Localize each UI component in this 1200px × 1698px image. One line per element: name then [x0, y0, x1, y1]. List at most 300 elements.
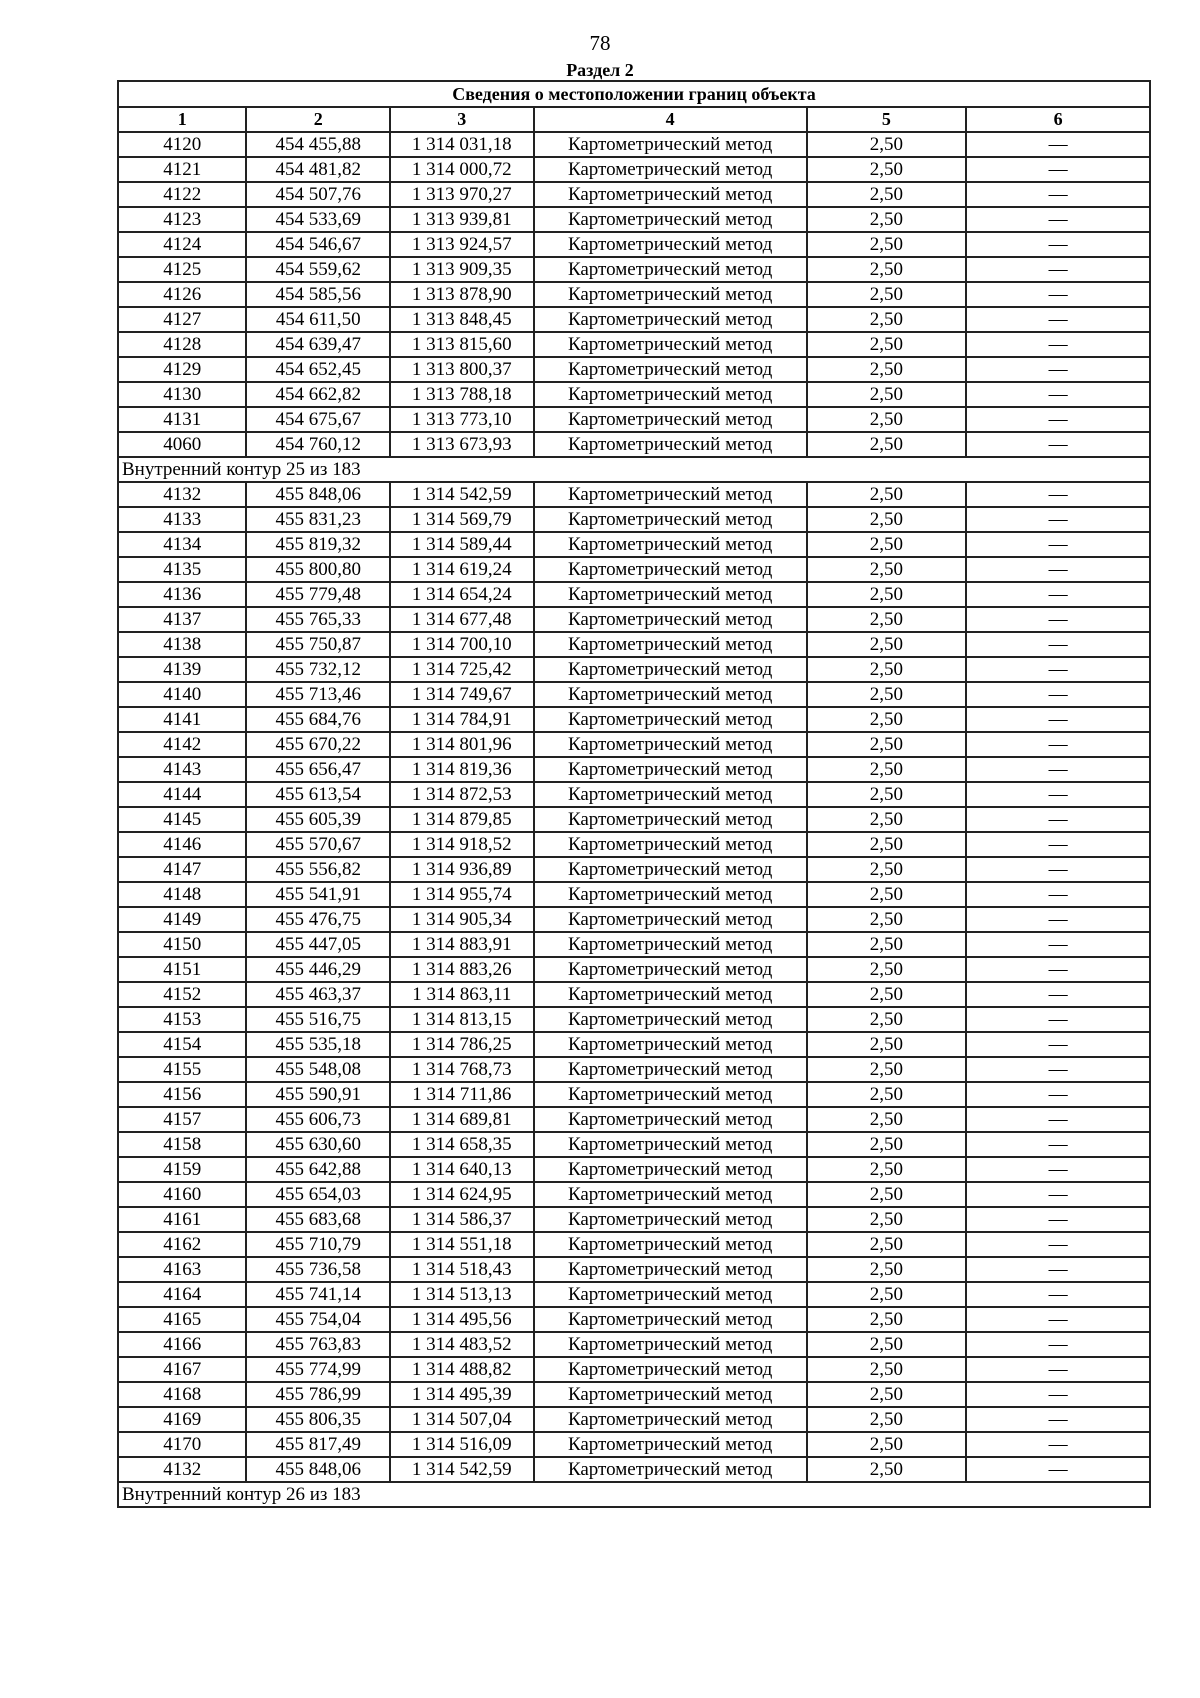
- table-cell: 455 763,83: [246, 1332, 390, 1357]
- table-cell: 454 507,76: [246, 182, 390, 207]
- table-row: [118, 1382, 1150, 1407]
- table-cell: 2,50: [807, 707, 967, 732]
- table-cell: 4164: [118, 1282, 246, 1307]
- table-cell: 2,50: [807, 607, 967, 632]
- table-row: [118, 807, 1150, 832]
- table-cell: 455 556,82: [246, 857, 390, 882]
- column-header: 1: [118, 107, 246, 132]
- table-cell: 4147: [118, 857, 246, 882]
- table-cell: 1 314 819,36: [390, 757, 534, 782]
- table-cell: 4141: [118, 707, 246, 732]
- table-cell: 1 314 689,81: [390, 1107, 534, 1132]
- table-cell: Картометрический метод: [534, 1057, 807, 1082]
- column-header: 3: [390, 107, 534, 132]
- table-cell: 4126: [118, 282, 246, 307]
- table-cell: 2,50: [807, 1007, 967, 1032]
- table-cell: 455 642,88: [246, 1157, 390, 1182]
- table-cell: 1 314 936,89: [390, 857, 534, 882]
- table-cell: Картометрический метод: [534, 407, 807, 432]
- table-cell: 1 314 658,35: [390, 1132, 534, 1157]
- table-row: [118, 582, 1150, 607]
- table-cell: 2,50: [807, 507, 967, 532]
- table-cell: Картометрический метод: [534, 1232, 807, 1257]
- table-cell: 4166: [118, 1332, 246, 1357]
- table-cell: 454 611,50: [246, 307, 390, 332]
- table-cell: Картометрический метод: [534, 1257, 807, 1282]
- column-header: 6: [966, 107, 1150, 132]
- table-cell: Картометрический метод: [534, 1182, 807, 1207]
- table-cell: 455 548,08: [246, 1057, 390, 1082]
- table-cell: 4153: [118, 1007, 246, 1032]
- table-cell: —: [966, 932, 1150, 957]
- table-cell: 1 314 619,24: [390, 557, 534, 582]
- table-row: [118, 707, 1150, 732]
- table-cell: 4170: [118, 1432, 246, 1457]
- table-cell: Картометрический метод: [534, 607, 807, 632]
- table-cell: Картометрический метод: [534, 1282, 807, 1307]
- table-cell: 2,50: [807, 1382, 967, 1407]
- table-cell: Картометрический метод: [534, 782, 807, 807]
- table-cell: Картометрический метод: [534, 357, 807, 382]
- table-cell: Картометрический метод: [534, 1307, 807, 1332]
- table-row: [118, 632, 1150, 657]
- table-cell: 1 314 518,43: [390, 1257, 534, 1282]
- table-cell: 454 760,12: [246, 432, 390, 457]
- table-row: [118, 182, 1150, 207]
- table-cell: 1 314 031,18: [390, 132, 534, 157]
- table-cell: 454 662,82: [246, 382, 390, 407]
- table-cell: —: [966, 1132, 1150, 1157]
- table-cell: 1 313 673,93: [390, 432, 534, 457]
- table-cell: Картометрический метод: [534, 657, 807, 682]
- table-cell: 2,50: [807, 357, 967, 382]
- column-header-row: [118, 107, 1150, 132]
- table-cell: 4139: [118, 657, 246, 682]
- table-cell: 1 314 749,67: [390, 682, 534, 707]
- table-cell: 1 314 677,48: [390, 607, 534, 632]
- table-cell: —: [966, 982, 1150, 1007]
- table-cell: 1 314 784,91: [390, 707, 534, 732]
- table-cell: 1 314 801,96: [390, 732, 534, 757]
- table-cell: 2,50: [807, 1107, 967, 1132]
- table-body: [118, 132, 1150, 1507]
- table-cell: 4152: [118, 982, 246, 1007]
- table-cell: 455 654,03: [246, 1182, 390, 1207]
- table-cell: Картометрический метод: [534, 182, 807, 207]
- table-cell: 4132: [118, 1457, 246, 1482]
- table-cell: 1 314 495,39: [390, 1382, 534, 1407]
- table-row: [118, 1132, 1150, 1157]
- table-cell: —: [966, 857, 1150, 882]
- table-cell: 2,50: [807, 1282, 967, 1307]
- table-cell: 455 476,75: [246, 907, 390, 932]
- table-cell: 1 314 654,24: [390, 582, 534, 607]
- table-row: [118, 482, 1150, 507]
- table-cell: 455 684,76: [246, 707, 390, 732]
- table-cell: 455 732,12: [246, 657, 390, 682]
- table-cell: 1 314 000,72: [390, 157, 534, 182]
- table-cell: —: [966, 957, 1150, 982]
- table-row: [118, 882, 1150, 907]
- table-row: [118, 1107, 1150, 1132]
- table-cell: 2,50: [807, 232, 967, 257]
- table-cell: Картометрический метод: [534, 1082, 807, 1107]
- table-cell: 1 314 700,10: [390, 632, 534, 657]
- table-cell: 1 314 589,44: [390, 532, 534, 557]
- table-row: [118, 1307, 1150, 1332]
- table-cell: 4167: [118, 1357, 246, 1382]
- table-row: [118, 407, 1150, 432]
- table-cell: 4125: [118, 257, 246, 282]
- table-cell: 4159: [118, 1157, 246, 1182]
- table-cell: 4120: [118, 132, 246, 157]
- table-cell: 454 639,47: [246, 332, 390, 357]
- table-cell: —: [966, 1307, 1150, 1332]
- table-cell: 1 314 483,52: [390, 1332, 534, 1357]
- table-cell: 4168: [118, 1382, 246, 1407]
- table-row: [118, 732, 1150, 757]
- table-cell: 2,50: [807, 1232, 967, 1257]
- table-cell: Картометрический метод: [534, 232, 807, 257]
- contour-row: [118, 457, 1150, 482]
- table-cell: 2,50: [807, 432, 967, 457]
- table-row: [118, 132, 1150, 157]
- table-cell: 4122: [118, 182, 246, 207]
- table-cell: 2,50: [807, 207, 967, 232]
- table-cell: 1 314 542,59: [390, 482, 534, 507]
- table-row: [118, 1282, 1150, 1307]
- table-cell: 455 606,73: [246, 1107, 390, 1132]
- table-cell: Картометрический метод: [534, 257, 807, 282]
- table-cell: 455 683,68: [246, 1207, 390, 1232]
- contour-label: Внутренний контур 26 из 183: [118, 1482, 1150, 1507]
- table-row: [118, 657, 1150, 682]
- table-cell: —: [966, 1082, 1150, 1107]
- table-cell: Картометрический метод: [534, 1332, 807, 1357]
- table-cell: 4158: [118, 1132, 246, 1157]
- table-cell: Картометрический метод: [534, 1432, 807, 1457]
- table-cell: 455 613,54: [246, 782, 390, 807]
- table-cell: —: [966, 407, 1150, 432]
- table-cell: 4134: [118, 532, 246, 557]
- table-cell: 2,50: [807, 1257, 967, 1282]
- table-cell: 4133: [118, 507, 246, 532]
- table-cell: 1 314 569,79: [390, 507, 534, 532]
- table-cell: 455 630,60: [246, 1132, 390, 1157]
- table-cell: Картометрический метод: [534, 1107, 807, 1132]
- table-row: [118, 232, 1150, 257]
- table-cell: 454 675,67: [246, 407, 390, 432]
- table-cell: 2,50: [807, 807, 967, 832]
- column-header: 5: [807, 107, 967, 132]
- table-cell: Картометрический метод: [534, 507, 807, 532]
- table-cell: 454 546,67: [246, 232, 390, 257]
- table-cell: 455 786,99: [246, 1382, 390, 1407]
- table-cell: 455 463,37: [246, 982, 390, 1007]
- table-cell: Картометрический метод: [534, 682, 807, 707]
- table-cell: 1 313 909,35: [390, 257, 534, 282]
- table-row: [118, 857, 1150, 882]
- table-cell: Картометрический метод: [534, 1407, 807, 1432]
- table-cell: 4148: [118, 882, 246, 907]
- table-cell: —: [966, 882, 1150, 907]
- table-cell: 455 817,49: [246, 1432, 390, 1457]
- table-row: [118, 1357, 1150, 1382]
- table-cell: 1 314 918,52: [390, 832, 534, 857]
- table-cell: 1 314 640,13: [390, 1157, 534, 1182]
- table-cell: 4155: [118, 1057, 246, 1082]
- table-cell: —: [966, 757, 1150, 782]
- table-cell: 1 314 879,85: [390, 807, 534, 832]
- table-cell: 2,50: [807, 832, 967, 857]
- table-row: [118, 382, 1150, 407]
- table-row: [118, 607, 1150, 632]
- table-cell: 2,50: [807, 582, 967, 607]
- table-cell: —: [966, 1007, 1150, 1032]
- table-cell: 4137: [118, 607, 246, 632]
- table-cell: 2,50: [807, 657, 967, 682]
- table-cell: 2,50: [807, 1457, 967, 1482]
- table-cell: Картометрический метод: [534, 1207, 807, 1232]
- boundary-table: [117, 80, 1151, 1508]
- table-cell: —: [966, 207, 1150, 232]
- table-cell: Картометрический метод: [534, 832, 807, 857]
- table-row: [118, 432, 1150, 457]
- table-cell: —: [966, 282, 1150, 307]
- table-cell: 2,50: [807, 407, 967, 432]
- table-cell: Картометрический метод: [534, 632, 807, 657]
- table-cell: 2,50: [807, 732, 967, 757]
- table-cell: 2,50: [807, 1132, 967, 1157]
- table-cell: 4136: [118, 582, 246, 607]
- table-cell: 455 800,80: [246, 557, 390, 582]
- table-cell: Картометрический метод: [534, 382, 807, 407]
- table-cell: 1 314 883,91: [390, 932, 534, 957]
- table-cell: —: [966, 482, 1150, 507]
- table-cell: —: [966, 1457, 1150, 1482]
- table-cell: 1 314 786,25: [390, 1032, 534, 1057]
- table-cell: 2,50: [807, 907, 967, 932]
- table-row: [118, 207, 1150, 232]
- table-cell: 1 314 813,15: [390, 1007, 534, 1032]
- table-cell: 455 670,22: [246, 732, 390, 757]
- table-cell: Картометрический метод: [534, 282, 807, 307]
- table-cell: —: [966, 507, 1150, 532]
- table-cell: —: [966, 182, 1150, 207]
- table-cell: —: [966, 907, 1150, 932]
- table-cell: —: [966, 782, 1150, 807]
- table-cell: Картометрический метод: [534, 532, 807, 557]
- table-row: [118, 532, 1150, 557]
- table-cell: 455 754,04: [246, 1307, 390, 1332]
- table-cell: Картометрический метод: [534, 882, 807, 907]
- table-cell: Картометрический метод: [534, 1007, 807, 1032]
- table-cell: Картометрический метод: [534, 982, 807, 1007]
- table-cell: Картометрический метод: [534, 432, 807, 457]
- table-cell: 4142: [118, 732, 246, 757]
- table-row: [118, 1082, 1150, 1107]
- table-cell: 2,50: [807, 557, 967, 582]
- table-row: [118, 782, 1150, 807]
- table-cell: —: [966, 1382, 1150, 1407]
- table-cell: 455 516,75: [246, 1007, 390, 1032]
- table-cell: 455 446,29: [246, 957, 390, 982]
- table-caption-row: [118, 81, 1150, 107]
- table-cell: 4162: [118, 1232, 246, 1257]
- table-cell: 2,50: [807, 482, 967, 507]
- table-cell: 2,50: [807, 932, 967, 957]
- table-cell: 4157: [118, 1107, 246, 1132]
- table-cell: Картометрический метод: [534, 307, 807, 332]
- table-cell: 2,50: [807, 682, 967, 707]
- table-cell: 1 313 939,81: [390, 207, 534, 232]
- table-cell: Картометрический метод: [534, 957, 807, 982]
- table-cell: 454 533,69: [246, 207, 390, 232]
- table-cell: 1 314 542,59: [390, 1457, 534, 1482]
- table-cell: 455 590,91: [246, 1082, 390, 1107]
- table-cell: —: [966, 707, 1150, 732]
- table-cell: —: [966, 807, 1150, 832]
- table-cell: 455 541,91: [246, 882, 390, 907]
- table-cell: 454 559,62: [246, 257, 390, 282]
- contour-label: Внутренний контур 25 из 183: [118, 457, 1150, 482]
- table-cell: 4121: [118, 157, 246, 182]
- table-cell: —: [966, 382, 1150, 407]
- table-cell: 2,50: [807, 757, 967, 782]
- table-cell: —: [966, 1357, 1150, 1382]
- table-cell: 4127: [118, 307, 246, 332]
- table-cell: 2,50: [807, 1182, 967, 1207]
- table-cell: 2,50: [807, 332, 967, 357]
- table-cell: Картометрический метод: [534, 757, 807, 782]
- table-cell: 2,50: [807, 1357, 967, 1382]
- table-row: [118, 257, 1150, 282]
- table-cell: —: [966, 257, 1150, 282]
- table-cell: 4128: [118, 332, 246, 357]
- table-cell: 2,50: [807, 1157, 967, 1182]
- table-cell: 2,50: [807, 1307, 967, 1332]
- table-row: [118, 307, 1150, 332]
- table-cell: 4163: [118, 1257, 246, 1282]
- table-cell: 4151: [118, 957, 246, 982]
- table-cell: —: [966, 1057, 1150, 1082]
- table-cell: 455 713,46: [246, 682, 390, 707]
- table-cell: 4060: [118, 432, 246, 457]
- table-cell: Картометрический метод: [534, 707, 807, 732]
- table-cell: 4124: [118, 232, 246, 257]
- page-number: 78: [589, 31, 611, 55]
- table-row: [118, 1457, 1150, 1482]
- table-cell: 1 313 800,37: [390, 357, 534, 382]
- table-cell: 455 774,99: [246, 1357, 390, 1382]
- table-cell: 1 313 970,27: [390, 182, 534, 207]
- table-cell: 1 313 788,18: [390, 382, 534, 407]
- table-cell: 2,50: [807, 1432, 967, 1457]
- table-cell: 454 585,56: [246, 282, 390, 307]
- table-cell: —: [966, 307, 1150, 332]
- table-cell: 4123: [118, 207, 246, 232]
- table-row: [118, 757, 1150, 782]
- table-cell: —: [966, 1207, 1150, 1232]
- table-cell: 2,50: [807, 1057, 967, 1082]
- table-cell: 454 455,88: [246, 132, 390, 157]
- table-cell: 4169: [118, 1407, 246, 1432]
- table-cell: 4145: [118, 807, 246, 832]
- table-cell: Картометрический метод: [534, 1457, 807, 1482]
- table-cell: 455 848,06: [246, 482, 390, 507]
- table-cell: 2,50: [807, 182, 967, 207]
- table-cell: Картометрический метод: [534, 1382, 807, 1407]
- table-cell: Картометрический метод: [534, 1157, 807, 1182]
- table-cell: —: [966, 1432, 1150, 1457]
- table-cell: 455 779,48: [246, 582, 390, 607]
- table-cell: 455 656,47: [246, 757, 390, 782]
- table-cell: Картометрический метод: [534, 482, 807, 507]
- table-cell: —: [966, 582, 1150, 607]
- table-cell: 4132: [118, 482, 246, 507]
- table-cell: —: [966, 1232, 1150, 1257]
- table-cell: 4154: [118, 1032, 246, 1057]
- table-cell: 2,50: [807, 132, 967, 157]
- table-cell: 1 314 955,74: [390, 882, 534, 907]
- table-row: [118, 832, 1150, 857]
- table-cell: 1 314 488,82: [390, 1357, 534, 1382]
- table-row: [118, 1007, 1150, 1032]
- table-cell: 1 313 848,45: [390, 307, 534, 332]
- table-cell: 4129: [118, 357, 246, 382]
- table-cell: —: [966, 532, 1150, 557]
- table-cell: 1 314 872,53: [390, 782, 534, 807]
- table-cell: 2,50: [807, 1207, 967, 1232]
- table-cell: 4161: [118, 1207, 246, 1232]
- table-cell: Картометрический метод: [534, 157, 807, 182]
- table-cell: —: [966, 832, 1150, 857]
- table-cell: 4140: [118, 682, 246, 707]
- table-cell: 454 481,82: [246, 157, 390, 182]
- table-cell: 1 314 883,26: [390, 957, 534, 982]
- table-cell: 2,50: [807, 982, 967, 1007]
- table-cell: 2,50: [807, 282, 967, 307]
- table-cell: 2,50: [807, 632, 967, 657]
- table-cell: 1 314 507,04: [390, 1407, 534, 1432]
- table-cell: 1 314 624,95: [390, 1182, 534, 1207]
- table-cell: 1 313 924,57: [390, 232, 534, 257]
- table-cell: 1 314 516,09: [390, 1432, 534, 1457]
- table-cell: 4131: [118, 407, 246, 432]
- table-cell: 1 314 586,37: [390, 1207, 534, 1232]
- table-cell: 454 652,45: [246, 357, 390, 382]
- table-row: [118, 1257, 1150, 1282]
- table-cell: 2,50: [807, 857, 967, 882]
- table-cell: —: [966, 682, 1150, 707]
- table-cell: 1 314 495,56: [390, 1307, 534, 1332]
- table-cell: —: [966, 1157, 1150, 1182]
- table-row: [118, 332, 1150, 357]
- table-cell: 2,50: [807, 382, 967, 407]
- table-cell: 455 736,58: [246, 1257, 390, 1282]
- table-cell: 455 750,87: [246, 632, 390, 657]
- table-cell: —: [966, 1032, 1150, 1057]
- table-caption: Сведения о местоположении границ объекта: [118, 81, 1150, 107]
- table-cell: 2,50: [807, 1032, 967, 1057]
- table-cell: —: [966, 1332, 1150, 1357]
- table-cell: 2,50: [807, 1332, 967, 1357]
- table-cell: —: [966, 607, 1150, 632]
- table-cell: 4143: [118, 757, 246, 782]
- table-cell: 4130: [118, 382, 246, 407]
- table-cell: 1 314 905,34: [390, 907, 534, 932]
- table-row: [118, 982, 1150, 1007]
